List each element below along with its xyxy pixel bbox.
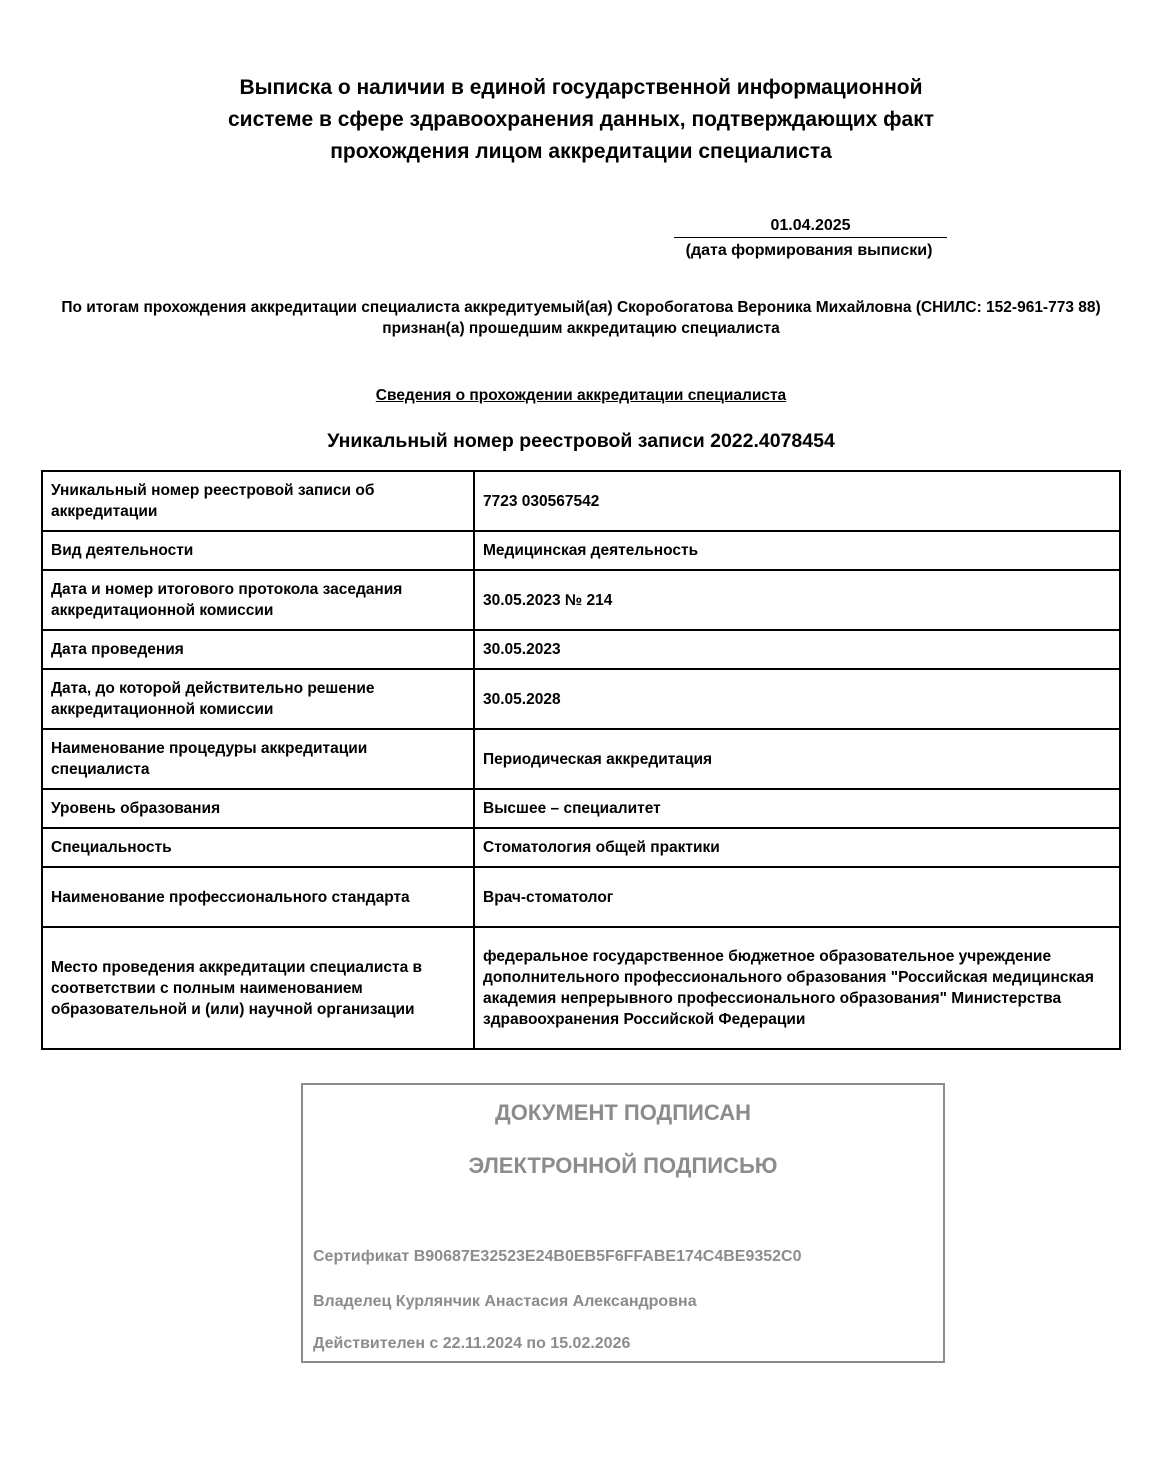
row-label: Дата и номер итогового протокола заседания аккредитационной комиссии	[42, 570, 474, 630]
intro-text: По итогам прохождения аккредитации специалиста аккредитуемый(ая) Скоробогатова Вероника Михайловна (СНИЛС: 152-961-773 88) признан(а) прошедшим аккредитацию специалиста	[61, 299, 1101, 337]
accreditation-table	[41, 470, 1121, 1050]
table-row	[42, 570, 1120, 630]
row-value: Периодическая аккредитация	[474, 729, 1120, 789]
title-line: Выписка о наличии в единой государственной информационной	[239, 76, 923, 99]
row-value: Высшее – специалитет	[474, 789, 1120, 828]
electronic-signature-stamp	[301, 1083, 945, 1363]
table-row	[42, 927, 1120, 1049]
stamp-certificate: Сертификат B90687E32523E24B0EB5F6FFABE174C4BE9352C0	[313, 1248, 802, 1265]
table-row	[42, 669, 1120, 729]
row-value: 7723 030567542	[474, 471, 1120, 531]
title-line: прохождения лицом аккредитации специалиста	[330, 140, 832, 163]
row-value: федеральное государственное бюджетное образовательное учреждение дополнительного профессионального образования "Российская медицинская академия непрерывного профессионального образования" Министерства здравоохранения Российской Федерации	[474, 927, 1120, 1049]
generation-date-caption: (дата формирования выписки)	[685, 242, 933, 259]
row-label: Вид деятельности	[42, 531, 474, 570]
registry-heading: Уникальный номер реестровой записи 2022.4078454	[327, 430, 835, 452]
stamp-heading-line2: ЭЛЕКТРОННОЙ ПОДПИСЬЮ	[468, 1153, 778, 1178]
stamp-validity: Действителен с 22.11.2024 по 15.02.2026	[313, 1335, 631, 1352]
table-row	[42, 729, 1120, 789]
row-label: Наименование профессионального стандарта	[42, 867, 474, 927]
row-label: Уровень образования	[42, 789, 474, 828]
row-value: 30.05.2028	[474, 669, 1120, 729]
row-label: Уникальный номер реестровой записи об аккредитации	[42, 471, 474, 531]
title-line: системе в сфере здравоохранения данных, подтверждающих факт	[227, 108, 934, 131]
stamp-owner: Владелец Курлянчик Анастасия Александровна	[313, 1293, 697, 1310]
row-label: Наименование процедуры аккредитации специалиста	[42, 729, 474, 789]
table-row	[42, 531, 1120, 570]
generation-date: 01.04.2025	[674, 216, 947, 238]
row-value: Стоматология общей практики	[474, 828, 1120, 867]
row-label: Специальность	[42, 828, 474, 867]
table-row	[42, 789, 1120, 828]
row-value: 30.05.2023 № 214	[474, 570, 1120, 630]
row-value: 30.05.2023	[474, 630, 1120, 669]
table-row	[42, 828, 1120, 867]
table-row	[42, 471, 1120, 531]
table-row	[42, 630, 1120, 669]
section-heading: Сведения о прохождении аккредитации специалиста	[375, 387, 787, 404]
stamp-heading-line1: ДОКУМЕНТ ПОДПИСАН	[495, 1100, 751, 1125]
row-value: Врач-стоматолог	[474, 867, 1120, 927]
row-label: Дата, до которой действительно решение аккредитационной комиссии	[42, 669, 474, 729]
row-value: Медицинская деятельность	[474, 531, 1120, 570]
document-title	[150, 72, 1012, 168]
table-row	[42, 867, 1120, 927]
generation-date-block	[668, 216, 950, 262]
row-label: Место проведения аккредитации специалиста в соответствии с полным наименованием образовательной и (или) научной организации	[42, 927, 474, 1049]
row-label: Дата проведения	[42, 630, 474, 669]
